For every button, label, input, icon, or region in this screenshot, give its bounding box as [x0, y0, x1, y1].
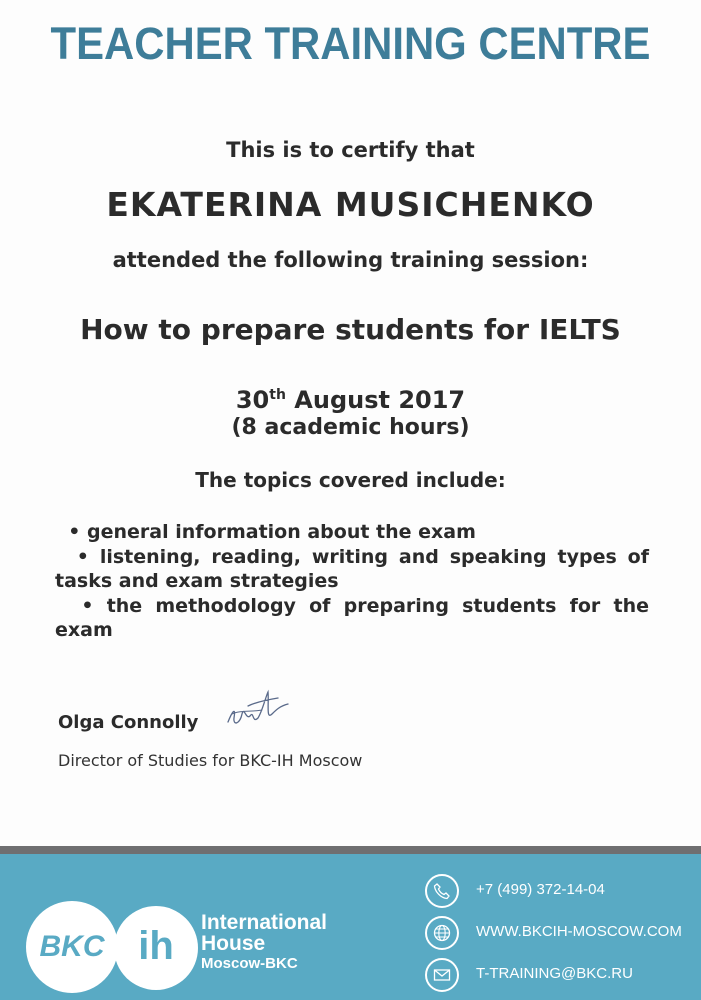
phone-icon	[425, 874, 459, 908]
brand-line-moscow: Moscow-BKC	[201, 955, 298, 972]
recipient-name: EKATERINA MUSICHENKO	[106, 185, 595, 224]
brand-name	[201, 912, 327, 974]
ih-logo: ih	[114, 906, 198, 990]
topic-list	[55, 520, 649, 643]
session-date	[0, 386, 701, 414]
date-suffix: th	[269, 387, 286, 403]
globe-icon	[425, 916, 459, 950]
date-day: 30	[235, 386, 270, 414]
brand-line-international: International	[201, 911, 328, 934]
topics-heading: The topics covered include:	[195, 468, 506, 492]
footer-divider	[0, 846, 701, 854]
topic-item: • the methodology of preparing students for the exam	[55, 594, 649, 641]
signatory-name: Olga Connolly	[58, 712, 199, 733]
brand-line-house: House	[201, 932, 266, 955]
email-link[interactable]: T-TRAINING@BKC.RU	[476, 965, 633, 982]
certificate-heading: TEACHER TRAINING CENTRE	[50, 18, 651, 69]
date-month-year: August 2017	[285, 386, 466, 414]
topic-item: • general information about the exam	[55, 521, 476, 543]
mail-icon	[425, 958, 459, 992]
bkc-logo: BKC	[26, 901, 118, 993]
handwritten-signature	[222, 684, 302, 734]
footer	[0, 854, 701, 1000]
phone-number: +7 (499) 372-14-04	[476, 881, 605, 898]
topic-item: • listening, reading, writing and speaking types of tasks and exam strategies	[55, 545, 649, 592]
website-link[interactable]: WWW.BKCIH-MOSCOW.COM	[476, 923, 682, 940]
session-title: How to prepare students for IELTS	[80, 313, 621, 346]
signatory-role: Director of Studies for BKC-IH Moscow	[58, 751, 363, 770]
attended-line: attended the following training session:	[112, 248, 589, 272]
session-hours: (8 academic hours)	[231, 415, 470, 440]
certify-line: This is to certify that	[226, 138, 475, 162]
